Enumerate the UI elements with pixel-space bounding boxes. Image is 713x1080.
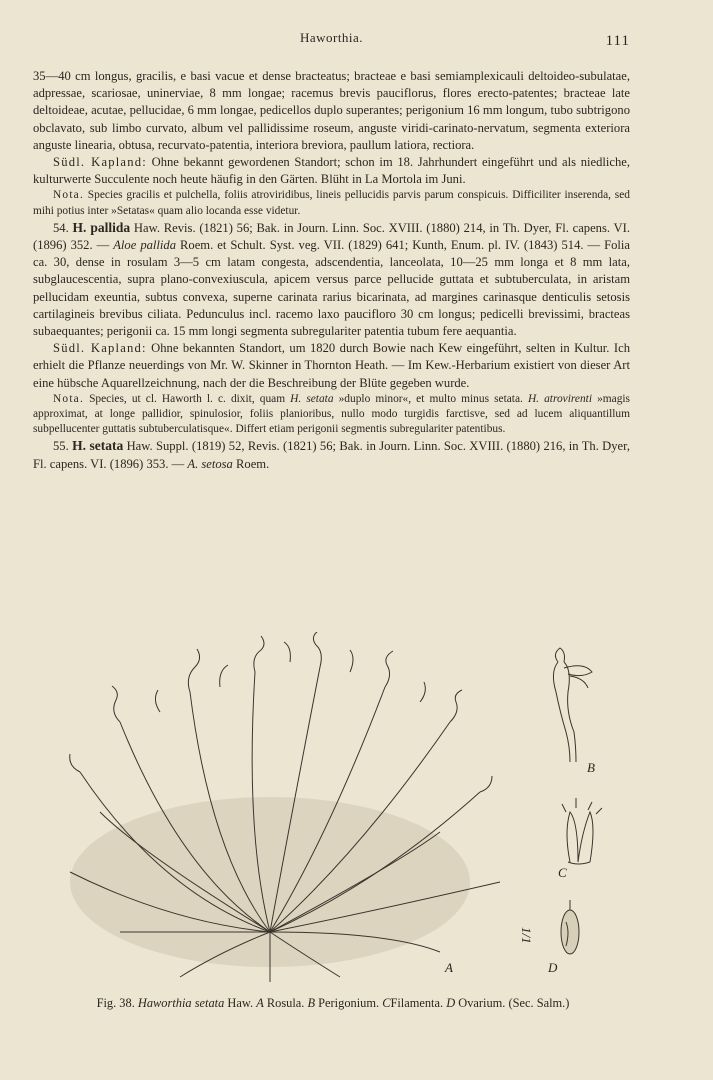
figure-label-d: D [548, 960, 558, 975]
paragraph-species-54 [33, 219, 630, 340]
species-text-b: Roem. [232, 456, 270, 471]
perigonium-drawing [553, 648, 592, 762]
caption-taxon: Haworthia setata [137, 996, 225, 1010]
nota-label: Nota. [53, 392, 84, 405]
figure-label-b: B [587, 760, 595, 775]
caption-a-text: Rosula. [263, 996, 308, 1010]
caption-c: C [382, 996, 391, 1010]
distribution-label: Südl. Kapland: [53, 155, 147, 170]
paragraph-nota-2 [33, 392, 630, 438]
figure-label-c: C [558, 865, 567, 880]
paragraph-nota-1 [33, 188, 630, 218]
figure-scale: 1/1 [519, 927, 534, 944]
caption-b: B [307, 996, 316, 1010]
figure-illustration [40, 632, 673, 982]
filamenta-drawing [562, 798, 602, 864]
caption-d: D [446, 996, 456, 1010]
species-number: 55. [53, 439, 69, 454]
paragraph-species-55 [33, 437, 630, 472]
species-synonym: Aloe pallida [113, 238, 177, 253]
figure-label-a: A [445, 960, 453, 975]
nota-label: Nota. [53, 189, 84, 202]
caption-c-text: Filamenta. [390, 996, 447, 1010]
species-name: H. pallida [72, 219, 131, 235]
rosette-drawing [70, 632, 500, 982]
distribution-text: Ohne bekannt gewordenen Standort; schon im 18. Jahrhundert eingeführt und als niedliche, kulturwerte Succulente noch heute häufig in den Gärten. Blüht in La Mortola im Juni. [33, 155, 631, 187]
nota-text-a: Species, ut cl. Haworth l. c. dixit, quam [84, 392, 291, 405]
caption-d-text: Ovarium. (Sec. Salm.) [455, 996, 570, 1010]
nota-italic-b: H. atrovirenti [527, 392, 592, 405]
paragraph-distribution-1 [33, 154, 630, 188]
nota-italic-a: H. setata [290, 392, 334, 405]
species-text-a: Haw. Suppl. (1819) 52, Revis. (1821) 56; Bak. in Journ. Linn. Soc. XVIII. (1880) 216, in Th. Dyer, Fl. capens. VI. (1896) 353. — [33, 439, 630, 471]
nota-text-c: »magis approximat, at longe pallidior, spinulosior, foliis planioribus, nullo modo turgidis farctisve, sed ad lucem aliquantillum subpellucenter guttatis subtuberculatisque«. Differt etiam perigonii segmentis subregulariter patentibus. [33, 392, 630, 436]
ovarium-drawing [561, 900, 579, 954]
caption-text: Haw. [224, 996, 257, 1010]
plant-engraving [40, 632, 673, 982]
caption-prefix: Fig. 38. [96, 996, 138, 1010]
body-text [33, 68, 630, 473]
paragraph-description: 35—40 cm longus, gracilis, e basi vacue et dense bracteatus; bracteae e basi semiamplexicauli deltoideo-subulatae, adpressae, scariosae, uninerviae, 8 mm longae; racemus brevis pauciflorus, flores erecto-patentes; bracteae late deltoideae, acutae, pellucidae, 6 mm longae, pedicellos duplo superantes; perigonium 16 mm longum, tubo subtrigono obclavato, sub limbo curvato, album vel pallidissime roseum, anguste viridi-carinato-nervatum, segmenta exteriora anguste linearia, obtusa, recurvato-patentia, interiora breviora, paullum latiora, rectiora. [33, 69, 630, 152]
species-text-b: Roem. et Schult. Syst. veg. VII. (1829) 641; Kunth, Enum. pl. IV. (1843) 514. — Folia ca. 30, dense in rosulam 3—5 cm latam congesta, adscendentia, lanceolata, 10—25 mm longa et 8 mm lata, subglaucescentia, supra plano-convexiuscula, apicem versus parce pellucide guttata et subtuberculata, in aristam pellucidam exeuntia, subtus convexa, superne carinata rarius bicarinata, ad margines carinasque denticulis setosis cartilagineis brevibus ciliata. Pedunculus incl. racemo laxo paucifloro 30 cm longus; pedicelli brevissimi, bracteas subaequantes; perigonii ca. 15 mm longi segmenta subregulariter patentia tubum fere aequantia. [33, 238, 631, 339]
nota-text: Species gracilis et pulchella, foliis atroviridibus, lineis pellucidis parvis parum conspicuis. Difficiliter inserenda, sed mihi potius inter »Setatas« quam alio locanda esse videtur. [33, 189, 630, 217]
species-text-a: Haw. Revis. (1821) 56; Bak. in Journ. Linn. Soc. XVIII. (1880) 214, in Th. Dyer, Fl. capens. VI. (1896) 352. — [33, 220, 630, 253]
paragraph-distribution-2 [33, 340, 630, 392]
figure-caption [33, 996, 633, 1011]
page-header [33, 30, 630, 50]
species-number: 54. [53, 220, 69, 235]
species-name: H. setata [72, 438, 124, 454]
caption-a: A [256, 996, 264, 1010]
caption-b-text: Perigonium. [315, 996, 383, 1010]
distribution-text: Ohne bekannten Standort, um 1820 durch Bowie nach Kew eingeführt, selten in Kultur. Ich erhielt die Pflanze neuerdings von Mr. W. Skinner in Thornton Heath. — Im Kew.-Herbarium existiert von dieser Art eine hübsche Aquarellzeichnung, nach der die Beschreibung der Blüte gegeben wurde. [33, 341, 630, 390]
species-synonym: A. setosa [187, 456, 233, 471]
nota-text-b: »duplo minor«, et multo minus setata. [333, 392, 528, 405]
distribution-label: Südl. Kapland: [53, 341, 147, 356]
page-number: 111 [605, 33, 630, 49]
running-head: Haworthia. [299, 30, 364, 45]
